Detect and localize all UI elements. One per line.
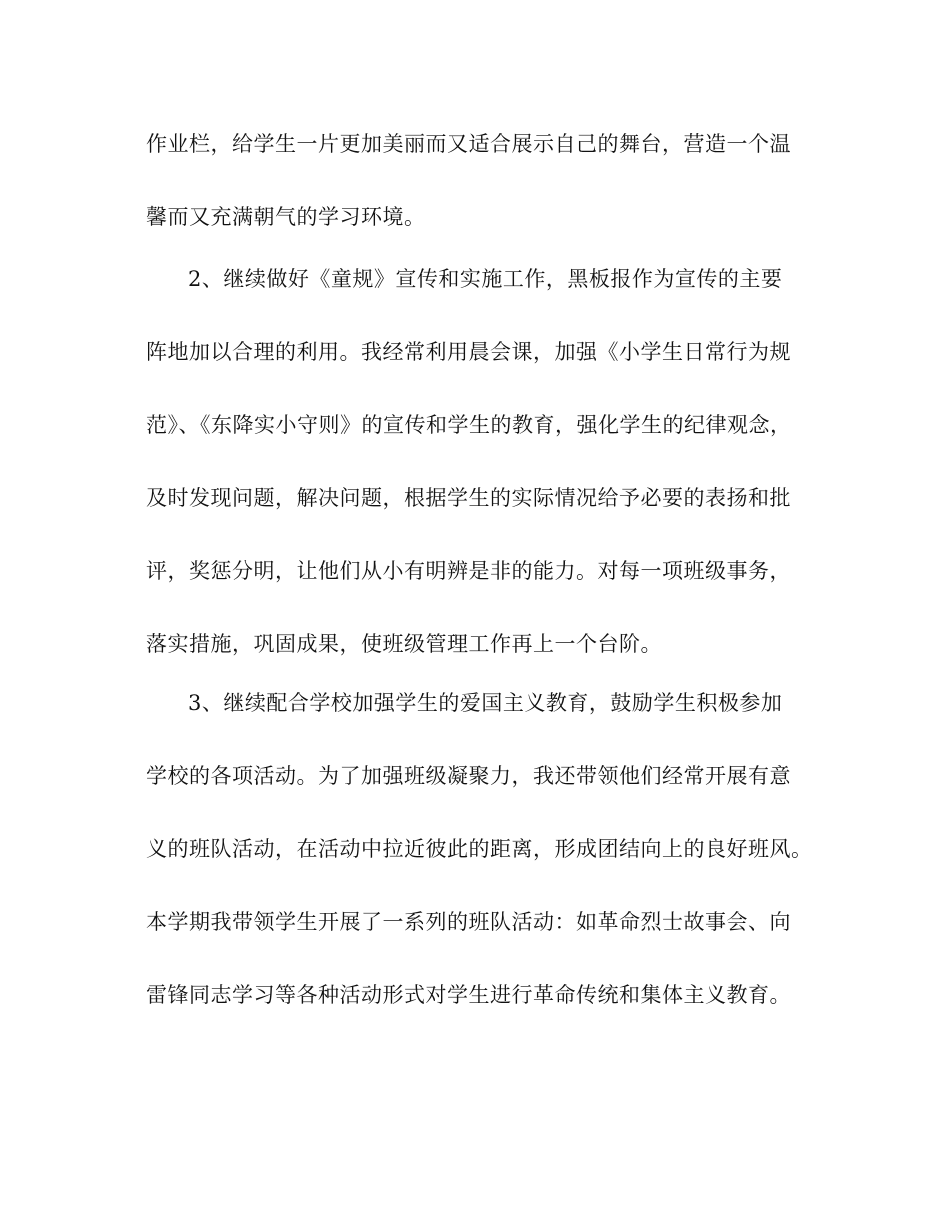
paragraph-line: 及时发现问题，解决问题，根据学生的实际情况给予必要的表扬和批: [146, 486, 791, 510]
paragraph-line: 阵地加以合理的利用。我经常利用晨会课，加强《小学生日常行为规: [146, 340, 791, 364]
paragraph-line: 2、继续做好《童规》宣传和实施工作，黑板报作为宣传的主要: [188, 267, 783, 291]
paragraph-line: 本学期我带领学生开展了一系列的班队活动：如革命烈士故事会、向: [146, 910, 791, 934]
paragraph-line: 落实措施，巩固成果，使班级管理工作再上一个台阶。: [146, 632, 662, 656]
paragraph-line: 学校的各项活动。为了加强班级凝聚力，我还带领他们经常开展有意: [146, 764, 791, 788]
paragraph-line: 馨而又充满朝气的学习环境。: [146, 205, 426, 229]
paragraph-line: 3、继续配合学校加强学生的爱国主义教育，鼓励学生积极参加: [188, 691, 783, 715]
paragraph-line: 范》、《东降实小守则》的宣传和学生的教育，强化学生的纪律观念，: [146, 413, 792, 437]
paragraph-line: 雷锋同志学习等各种活动形式对学生进行革命传统和集体主义教育。: [146, 983, 791, 1007]
paragraph-line: 义的班队活动，在活动中拉近彼此的距离，形成团结向上的良好班风。: [146, 837, 813, 861]
paragraph-line: 作业栏，给学生一片更加美丽而又适合展示自己的舞台，营造一个温: [146, 132, 791, 156]
paragraph-line: 评，奖惩分明，让他们从小有明辨是非的能力。对每一项班级事务，: [146, 559, 791, 583]
